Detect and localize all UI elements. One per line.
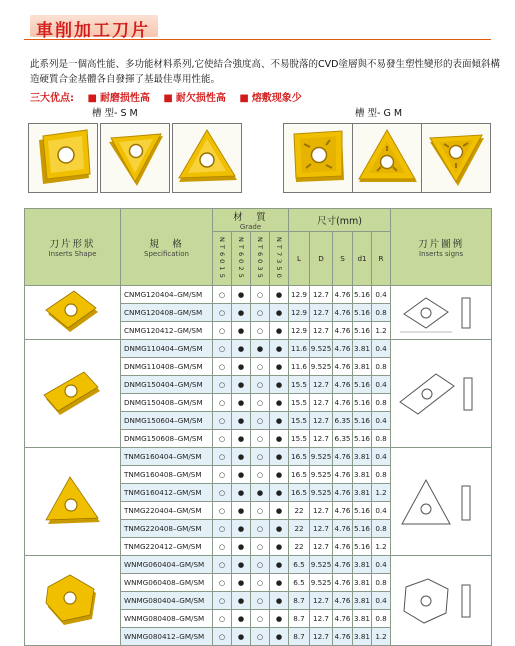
dim-col: S xyxy=(333,232,353,286)
grade-available-mark: ○ xyxy=(251,610,270,628)
dim-col: L xyxy=(289,232,310,286)
grade-available-mark: ○ xyxy=(251,538,270,556)
grade-recommended-mark: ● xyxy=(232,610,251,628)
dim-l-cell: 15.5 xyxy=(289,376,310,394)
spec-cell: TNMG220404–GM/SM xyxy=(121,502,213,520)
dim-d-cell: 9.525 xyxy=(310,466,333,484)
dim-s-cell: 4.76 xyxy=(333,556,353,574)
dim-d-cell: 9.525 xyxy=(310,484,333,502)
grade-available-mark: ○ xyxy=(251,358,270,376)
dim-l-cell: 15.5 xyxy=(289,394,310,412)
dim-r-cell: 0.4 xyxy=(372,376,391,394)
grade-available-mark: ○ xyxy=(251,286,270,304)
dim-r-cell: 0.8 xyxy=(372,466,391,484)
spec-cell: CNMG120404–GM/SM xyxy=(121,286,213,304)
dim-d-cell: 9.525 xyxy=(310,574,333,592)
spec-cell: DNMG150608–GM/SM xyxy=(121,430,213,448)
table-row xyxy=(25,286,492,304)
grade-available-mark: ○ xyxy=(251,520,270,538)
dim-r-cell: 0.8 xyxy=(372,394,391,412)
grade-available-mark: ○ xyxy=(251,430,270,448)
advantage-item: 耐磨损性高 xyxy=(99,93,150,104)
dim-d-cell: 12.7 xyxy=(310,538,333,556)
dim-s-cell: 4.76 xyxy=(333,466,353,484)
spec-cell: TNMG160412–GM/SM xyxy=(121,484,213,502)
dim-l-cell: 22 xyxy=(289,538,310,556)
grade-recommended-mark: ● xyxy=(232,340,251,358)
insert-photo-triangle-gm xyxy=(421,123,491,193)
grade-available-mark: ○ xyxy=(251,412,270,430)
dim-l-cell: 8.7 xyxy=(289,592,310,610)
dim-d1-cell: 5.16 xyxy=(353,520,372,538)
dim-d1-cell: 3.81 xyxy=(353,466,372,484)
grade-recommended-mark: ● xyxy=(232,484,251,502)
dim-r-cell: 0.8 xyxy=(372,430,391,448)
grade-available-mark: ○ xyxy=(251,628,270,646)
dim-s-cell: 4.76 xyxy=(333,448,353,466)
grade-available-mark: ○ xyxy=(213,466,232,484)
spec-cell: CNMG120408–GM/SM xyxy=(121,304,213,322)
dim-s-cell: 4.76 xyxy=(333,502,353,520)
dim-l-cell: 6.5 xyxy=(289,556,310,574)
grade-recommended-mark: ● xyxy=(270,538,289,556)
grade-recommended-mark: ● xyxy=(270,286,289,304)
dim-l-cell: 16.5 xyxy=(289,466,310,484)
dim-l-cell: 22 xyxy=(289,502,310,520)
insert-sign-drawing xyxy=(391,448,492,556)
dim-l-cell: 16.5 xyxy=(289,448,310,466)
grade-recommended-mark: ● xyxy=(232,628,251,646)
dim-s-cell: 4.76 xyxy=(333,286,353,304)
dim-r-cell: 0.8 xyxy=(372,520,391,538)
grade-available-mark: ○ xyxy=(213,322,232,340)
grade-available-mark: ○ xyxy=(251,556,270,574)
grade-recommended-mark: ● xyxy=(232,592,251,610)
grade-available-mark: ○ xyxy=(213,628,232,646)
dim-s-cell: 6.35 xyxy=(333,412,353,430)
grade-available-mark: ○ xyxy=(213,538,232,556)
dim-r-cell: 1.2 xyxy=(372,322,391,340)
grade-available-mark: ○ xyxy=(213,412,232,430)
grade-available-mark: ○ xyxy=(213,574,232,592)
spec-cell: DNMG150408–GM/SM xyxy=(121,394,213,412)
chip-type-gm-label: 槽 型- G M xyxy=(355,108,403,119)
header-signs: 刀片圖例 Inserts signs xyxy=(391,209,492,286)
wnmg-icon xyxy=(25,556,121,646)
grade-recommended-mark: ● xyxy=(232,448,251,466)
grade-available-mark: ○ xyxy=(213,286,232,304)
grade-available-mark: ○ xyxy=(213,592,232,610)
grade-recommended-mark: ● xyxy=(232,538,251,556)
spec-cell: TNMG160408–GM/SM xyxy=(121,466,213,484)
dim-d-cell: 12.7 xyxy=(310,592,333,610)
dim-r-cell: 1.2 xyxy=(372,628,391,646)
dim-d1-cell: 3.81 xyxy=(353,574,372,592)
grade-recommended-mark: ● xyxy=(232,286,251,304)
dim-l-cell: 15.5 xyxy=(289,412,310,430)
dim-l-cell: 22 xyxy=(289,520,310,538)
dim-d1-cell: 5.16 xyxy=(353,286,372,304)
dim-l-cell: 11.6 xyxy=(289,340,310,358)
grade-recommended-mark: ● xyxy=(232,358,251,376)
insert-photo-triangle xyxy=(172,123,242,193)
dim-d1-cell: 3.81 xyxy=(353,628,372,646)
dim-s-cell: 4.76 xyxy=(333,322,353,340)
insert-sign-drawing xyxy=(391,286,492,340)
dim-l-cell: 12.9 xyxy=(289,286,310,304)
grade-recommended-mark: ● xyxy=(251,484,270,502)
dim-s-cell: 4.76 xyxy=(333,592,353,610)
spec-cell: WNMG080404–GM/SM xyxy=(121,592,213,610)
insert-sign-drawing xyxy=(391,340,492,448)
grade-available-mark: ○ xyxy=(251,394,270,412)
grade-recommended-mark: ● xyxy=(232,376,251,394)
dim-l-cell: 12.9 xyxy=(289,304,310,322)
grade-recommended-mark: ● xyxy=(232,574,251,592)
table-row xyxy=(25,556,492,574)
dim-d-cell: 12.7 xyxy=(310,286,333,304)
grade-col: N T 7 3 5 0 xyxy=(270,232,289,286)
grade-recommended-mark: ● xyxy=(232,412,251,430)
spec-cell: TNMG220408–GM/SM xyxy=(121,520,213,538)
spec-cell: WNMG080408–GM/SM xyxy=(121,610,213,628)
grade-available-mark: ○ xyxy=(213,430,232,448)
dim-d1-cell: 5.16 xyxy=(353,304,372,322)
grade-recommended-mark: ● xyxy=(270,376,289,394)
intro-text: 此系列是一個高性能、多功能材料系列,它使結合強度高、不易脫落的CVD塗層與不易發生塑性變形的表面傾斜構造硬質合金基體各自發揮了基最佳專用性能。 xyxy=(30,59,500,85)
dim-col: d1 xyxy=(353,232,372,286)
grade-recommended-mark: ● xyxy=(232,502,251,520)
dim-r-cell: 0.8 xyxy=(372,574,391,592)
dim-r-cell: 0.8 xyxy=(372,304,391,322)
dim-d1-cell: 3.81 xyxy=(353,448,372,466)
dim-d-cell: 12.7 xyxy=(310,322,333,340)
advantages-label: 三大优点: xyxy=(30,93,74,104)
dim-l-cell: 15.5 xyxy=(289,430,310,448)
dim-s-cell: 4.76 xyxy=(333,394,353,412)
spec-cell: DNMG150604–GM/SM xyxy=(121,412,213,430)
grade-available-mark: ○ xyxy=(213,484,232,502)
dim-d1-cell: 3.81 xyxy=(353,610,372,628)
spec-cell: WNMG060404–GM/SM xyxy=(121,556,213,574)
advantage-item: 耐欠损性高 xyxy=(175,93,226,104)
spec-cell: WNMG060408–GM/SM xyxy=(121,574,213,592)
dim-d-cell: 12.7 xyxy=(310,502,333,520)
dim-l-cell: 11.6 xyxy=(289,358,310,376)
dim-r-cell: 0.8 xyxy=(372,610,391,628)
dim-d1-cell: 3.81 xyxy=(353,556,372,574)
dim-d-cell: 9.525 xyxy=(310,448,333,466)
dim-d-cell: 9.525 xyxy=(310,340,333,358)
dim-d1-cell: 5.16 xyxy=(353,322,372,340)
grade-available-mark: ○ xyxy=(251,322,270,340)
header-shape: 刀片形狀 Inserts Shape xyxy=(25,209,121,286)
insert-sign-drawing xyxy=(391,556,492,646)
grade-available-mark: ○ xyxy=(251,304,270,322)
grade-available-mark: ○ xyxy=(213,502,232,520)
grade-recommended-mark: ● xyxy=(270,592,289,610)
dim-l-cell: 8.7 xyxy=(289,610,310,628)
dim-d-cell: 12.7 xyxy=(310,304,333,322)
grade-col: N T 6 0 2 5 xyxy=(232,232,251,286)
dim-col: D xyxy=(310,232,333,286)
dim-d-cell: 12.7 xyxy=(310,412,333,430)
grade-recommended-mark: ● xyxy=(270,322,289,340)
grade-recommended-mark: ● xyxy=(270,430,289,448)
dim-r-cell: 1.2 xyxy=(372,484,391,502)
grade-available-mark: ○ xyxy=(213,394,232,412)
table-row xyxy=(25,340,492,358)
grade-col: N T 6 0 1 5 xyxy=(213,232,232,286)
tnmg-icon xyxy=(25,448,121,556)
dim-d1-cell: 5.16 xyxy=(353,502,372,520)
dim-s-cell: 4.76 xyxy=(333,358,353,376)
dim-s-cell: 4.76 xyxy=(333,484,353,502)
grade-available-mark: ○ xyxy=(213,340,232,358)
grade-recommended-mark: ● xyxy=(270,520,289,538)
header-dims: 尺寸(mm) xyxy=(289,209,391,232)
header-spec: 規 格 Specification xyxy=(121,209,213,286)
page-title: 車削加工刀片 xyxy=(36,21,150,41)
grade-recommended-mark: ● xyxy=(270,628,289,646)
grade-available-mark: ○ xyxy=(251,574,270,592)
insert-photo-square xyxy=(28,123,98,193)
grade-recommended-mark: ● xyxy=(270,502,289,520)
grade-available-mark: ○ xyxy=(213,376,232,394)
grade-recommended-mark: ● xyxy=(270,340,289,358)
dim-r-cell: 0.4 xyxy=(372,502,391,520)
grade-recommended-mark: ● xyxy=(232,520,251,538)
insert-photo-trigon xyxy=(100,123,170,193)
title-bar xyxy=(24,13,491,40)
dim-d1-cell: 3.81 xyxy=(353,340,372,358)
insert-photo-square-gm xyxy=(283,123,353,193)
grade-recommended-mark: ● xyxy=(232,430,251,448)
grade-available-mark: ○ xyxy=(213,556,232,574)
spec-cell: DNMG110408–GM/SM xyxy=(121,358,213,376)
grade-recommended-mark: ● xyxy=(270,304,289,322)
grade-recommended-mark: ● xyxy=(270,412,289,430)
dim-l-cell: 12.9 xyxy=(289,322,310,340)
grade-available-mark: ○ xyxy=(213,448,232,466)
dim-r-cell: 0.4 xyxy=(372,412,391,430)
cnmg-icon xyxy=(25,286,121,340)
grade-available-mark: ○ xyxy=(251,502,270,520)
dim-d-cell: 12.7 xyxy=(310,520,333,538)
grade-recommended-mark: ● xyxy=(270,556,289,574)
grade-recommended-mark: ● xyxy=(270,394,289,412)
grade-recommended-mark: ● xyxy=(232,322,251,340)
dim-col: R xyxy=(372,232,391,286)
dim-d-cell: 12.7 xyxy=(310,610,333,628)
grade-recommended-mark: ● xyxy=(270,484,289,502)
grade-available-mark: ○ xyxy=(251,466,270,484)
dim-s-cell: 4.76 xyxy=(333,340,353,358)
dim-l-cell: 6.5 xyxy=(289,574,310,592)
dim-d1-cell: 5.16 xyxy=(353,538,372,556)
dim-s-cell: 4.76 xyxy=(333,538,353,556)
header-grade: 材 質 Grade xyxy=(213,209,289,232)
grade-recommended-mark: ● xyxy=(251,340,270,358)
spec-cell: DNMG110404–GM/SM xyxy=(121,340,213,358)
dim-s-cell: 4.76 xyxy=(333,376,353,394)
chip-type-sm-label: 槽 型- S M xyxy=(92,108,138,119)
dim-r-cell: 0.4 xyxy=(372,340,391,358)
grade-recommended-mark: ● xyxy=(270,466,289,484)
spec-cell: DNMG150404–GM/SM xyxy=(121,376,213,394)
dim-s-cell: 4.76 xyxy=(333,520,353,538)
dim-l-cell: 8.7 xyxy=(289,628,310,646)
dim-r-cell: 0.4 xyxy=(372,592,391,610)
inserts-table xyxy=(24,208,492,646)
spec-cell: WNMG080412–GM/SM xyxy=(121,628,213,646)
grade-recommended-mark: ● xyxy=(232,556,251,574)
dim-d-cell: 12.7 xyxy=(310,628,333,646)
grade-available-mark: ○ xyxy=(251,592,270,610)
dim-d-cell: 12.7 xyxy=(310,394,333,412)
dnmg-icon xyxy=(25,340,121,448)
grade-recommended-mark: ● xyxy=(232,304,251,322)
dim-r-cell: 1.2 xyxy=(372,538,391,556)
dim-d1-cell: 5.16 xyxy=(353,430,372,448)
dim-d1-cell: 3.81 xyxy=(353,484,372,502)
dim-d1-cell: 5.16 xyxy=(353,412,372,430)
dim-r-cell: 0.4 xyxy=(372,556,391,574)
insert-photo-trigon-gm xyxy=(352,123,422,193)
dim-l-cell: 16.5 xyxy=(289,484,310,502)
spec-cell: TNMG160404–GM/SM xyxy=(121,448,213,466)
grade-available-mark: ○ xyxy=(213,520,232,538)
spec-cell: CNMG120412–GM/SM xyxy=(121,322,213,340)
dim-d-cell: 9.525 xyxy=(310,556,333,574)
dim-r-cell: 0.4 xyxy=(372,448,391,466)
dim-r-cell: 0.8 xyxy=(372,358,391,376)
grade-available-mark: ○ xyxy=(251,376,270,394)
dim-d-cell: 9.525 xyxy=(310,358,333,376)
dim-d1-cell: 5.16 xyxy=(353,394,372,412)
dim-s-cell: 6.35 xyxy=(333,430,353,448)
grade-col: N T 6 0 3 5 xyxy=(251,232,270,286)
dim-s-cell: 4.76 xyxy=(333,610,353,628)
grade-recommended-mark: ● xyxy=(232,466,251,484)
dim-d-cell: 12.7 xyxy=(310,376,333,394)
grade-available-mark: ○ xyxy=(213,610,232,628)
grade-available-mark: ○ xyxy=(213,304,232,322)
dim-d1-cell: 5.16 xyxy=(353,376,372,394)
advantage-item: 熔敷现象少 xyxy=(251,93,302,104)
dim-s-cell: 4.76 xyxy=(333,628,353,646)
grade-recommended-mark: ● xyxy=(270,610,289,628)
spec-cell: TNMG220412–GM/SM xyxy=(121,538,213,556)
dim-r-cell: 0.4 xyxy=(372,286,391,304)
advantages-line: 三大优点: ■ 耐磨损性高 ■ 耐欠损性高 ■ 熔敷现象少 xyxy=(30,93,302,104)
grade-recommended-mark: ● xyxy=(270,358,289,376)
dim-s-cell: 4.76 xyxy=(333,574,353,592)
grade-available-mark: ○ xyxy=(213,358,232,376)
grade-available-mark: ○ xyxy=(251,448,270,466)
dim-d1-cell: 3.81 xyxy=(353,358,372,376)
dim-d-cell: 12.7 xyxy=(310,430,333,448)
grade-recommended-mark: ● xyxy=(270,574,289,592)
dim-s-cell: 4.76 xyxy=(333,304,353,322)
grade-recommended-mark: ● xyxy=(270,448,289,466)
table-row xyxy=(25,448,492,466)
grade-recommended-mark: ● xyxy=(232,394,251,412)
dim-d1-cell: 3.81 xyxy=(353,592,372,610)
